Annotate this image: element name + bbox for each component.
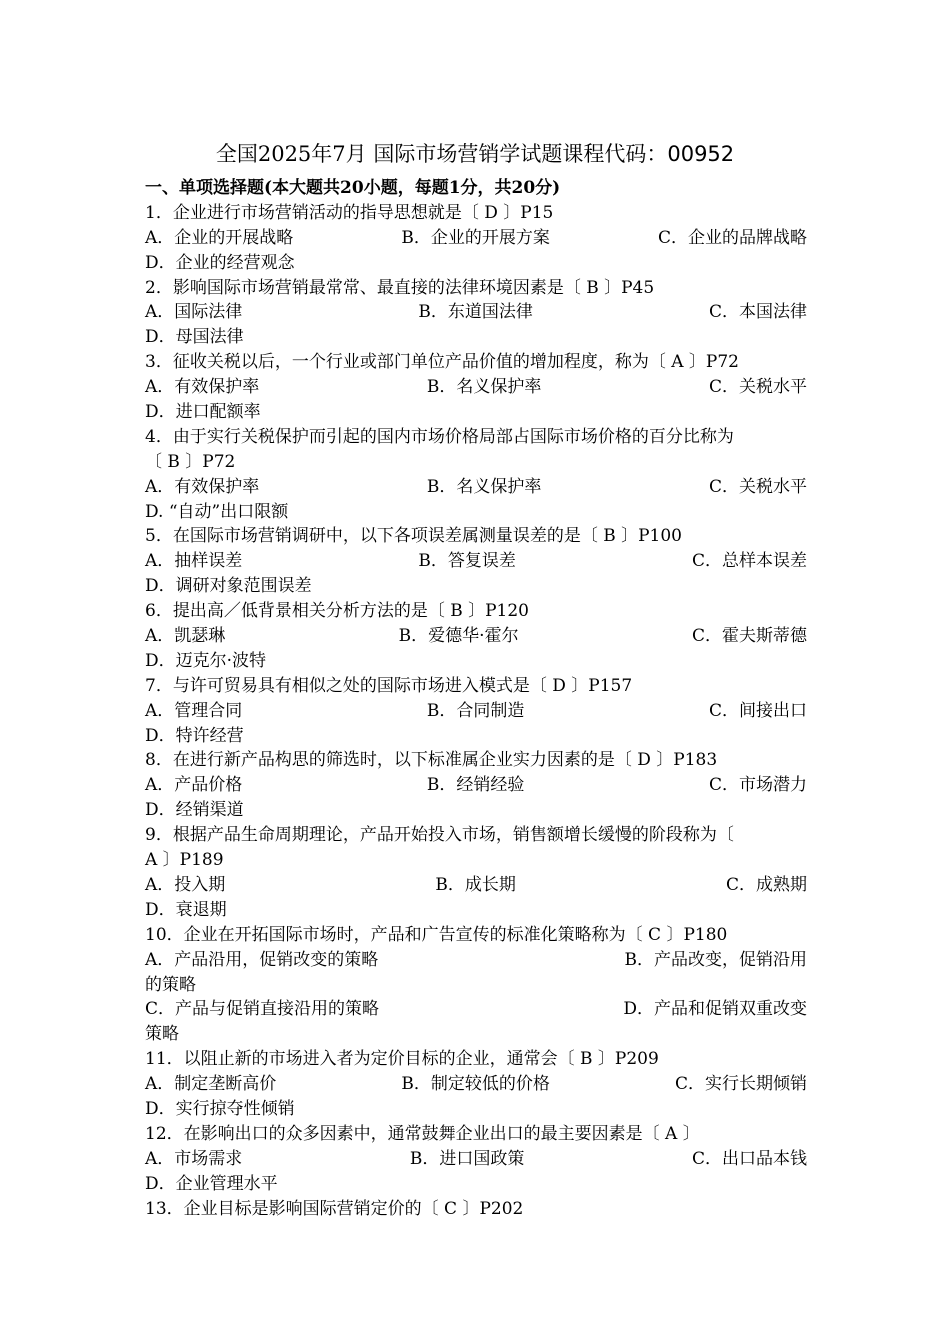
title-subject: 国际市场营销学试题课程代码：00952 <box>373 142 735 166</box>
option-c: C．本国法律 <box>708 302 807 323</box>
option-d: D．进口配额率 <box>145 402 261 423</box>
question-4: 4．由于实行关税保护而引起的国内市场价格局部占国际市场价格的百分比称为 <box>145 426 734 447</box>
question-4-continued: 〔 B 〕P72 <box>145 451 236 472</box>
option-a: A．有效保护率 <box>145 377 260 398</box>
option-d: D．产品和促销双重改变 <box>623 999 807 1020</box>
options-row <box>145 699 807 724</box>
question-13: 13．企业目标是影响国际营销定价的〔 C 〕P202 <box>145 1198 524 1219</box>
question-2: 2．影响国际市场营销最常常、最直接的法律环境因素是〔 B 〕P45 <box>145 277 655 298</box>
option-a: A．国际法律 <box>145 302 243 323</box>
options-row <box>145 773 807 798</box>
question-1: 1．企业进行市场营销活动的指导思想就是〔 D 〕P15 <box>145 202 554 223</box>
section-heading: 一、单项选择题(本大题共20小题，每题1分，共20分) <box>145 178 561 198</box>
option-d: D．企业管理水平 <box>145 1173 278 1194</box>
option-b: B．合同制造 <box>426 700 525 721</box>
option-a: A．产品沿用，促销改变的策略 <box>145 949 379 970</box>
option-b: B．答复误差 <box>418 551 516 572</box>
option-b-continued: 的策略 <box>145 974 196 995</box>
option-d: D．实行掠夺性倾销 <box>145 1098 295 1119</box>
question-9-continued: A 〕P189 <box>145 850 224 871</box>
option-b: B．爱德华·霍尔 <box>398 626 519 647</box>
question-8: 8．在进行新产品构思的筛选时，以下标准属企业实力因素的是〔 D 〕P183 <box>145 750 718 771</box>
options-row <box>145 873 807 898</box>
option-a: A．投入期 <box>145 874 226 895</box>
option-d: D．调研对象范围误差 <box>145 576 312 597</box>
option-b: B．名义保护率 <box>426 476 542 497</box>
question-11: 11．以阻止新的市场进入者为定价目标的企业，通常会〔 B 〕P209 <box>145 1049 659 1070</box>
option-d: D．企业的经营观念 <box>145 252 295 273</box>
option-d: D．母国法律 <box>145 327 244 348</box>
options-row <box>145 997 807 1022</box>
question-9: 9．根据产品生命周期理论，产品开始投入市场，销售额增长缓慢的阶段称为〔 <box>145 825 734 846</box>
options-row <box>145 226 807 251</box>
question-3: 3．征收关税以后，一个行业或部门单位产品价值的增加程度，称为〔 A 〕P72 <box>145 352 739 373</box>
option-c: C．企业的品牌战略 <box>657 227 807 248</box>
options-row <box>145 475 807 500</box>
options-row <box>145 375 807 400</box>
option-a: A．企业的开展战略 <box>145 227 294 248</box>
option-d: D．特许经营 <box>145 725 244 746</box>
title-prefix: 全国2025年7月 <box>215 142 367 166</box>
option-d: D．经销渠道 <box>145 800 244 821</box>
question-10: 10．企业在开拓国际市场时，产品和广告宣传的标准化策略称为〔 C 〕P180 <box>145 924 728 945</box>
option-c: C．成熟期 <box>725 874 807 895</box>
option-b: B．企业的开展方案 <box>401 227 550 248</box>
option-b: B．进口国政策 <box>409 1148 525 1169</box>
option-a: A．管理合同 <box>145 700 243 721</box>
options-row <box>145 624 807 649</box>
option-c: C．关税水平 <box>708 377 807 398</box>
question-6: 6．提出高／低背景相关分析方法的是〔 B 〕P120 <box>145 601 530 622</box>
option-d-continued: 策略 <box>145 1024 179 1045</box>
option-a: A．凯瑟琳 <box>145 626 226 647</box>
option-c: C．出口品本钱 <box>691 1148 807 1169</box>
page-title <box>0 138 950 168</box>
option-d: D. “自动”出口限额 <box>145 501 289 522</box>
question-12: 12．在影响出口的众多因素中，通常鼓舞企业出口的最主要因素是〔 A 〕 <box>145 1123 700 1144</box>
question-5: 5．在国际市场营销调研中，以下各项误差属测量误差的是〔 B 〕P100 <box>145 526 683 547</box>
option-c: C．总样本误差 <box>691 551 807 572</box>
option-b: B．制定较低的价格 <box>401 1074 550 1095</box>
option-a: A．市场需求 <box>145 1148 243 1169</box>
option-c: C．间接出口 <box>708 700 807 721</box>
option-d: D．衰退期 <box>145 899 227 920</box>
option-b: B．产品改变，促销沿用 <box>624 949 807 970</box>
option-a: A．有效保护率 <box>145 476 260 497</box>
option-b: B．经销经验 <box>426 775 525 796</box>
option-c: C．实行长期倾销 <box>674 1074 807 1095</box>
option-a: A．制定垄断高价 <box>145 1074 277 1095</box>
option-a: A．产品价格 <box>145 775 243 796</box>
option-b: B．成长期 <box>435 874 516 895</box>
option-c: C．关税水平 <box>708 476 807 497</box>
question-list <box>145 176 807 1221</box>
option-c: C．市场潜力 <box>708 775 807 796</box>
options-row <box>145 300 807 325</box>
option-d: D．迈克尔·波特 <box>145 650 267 671</box>
options-row <box>145 1147 807 1172</box>
option-b: B．东道国法律 <box>418 302 533 323</box>
options-row <box>145 549 807 574</box>
question-7: 7．与许可贸易具有相似之处的国际市场进入模式是〔 D 〕P157 <box>145 675 633 696</box>
option-c: C．产品与促销直接沿用的策略 <box>145 999 380 1020</box>
option-a: A．抽样误差 <box>145 551 243 572</box>
options-row <box>145 948 807 973</box>
options-row <box>145 1072 807 1097</box>
option-b: B．名义保护率 <box>426 377 542 398</box>
option-c: C．霍夫斯蒂德 <box>691 626 807 647</box>
